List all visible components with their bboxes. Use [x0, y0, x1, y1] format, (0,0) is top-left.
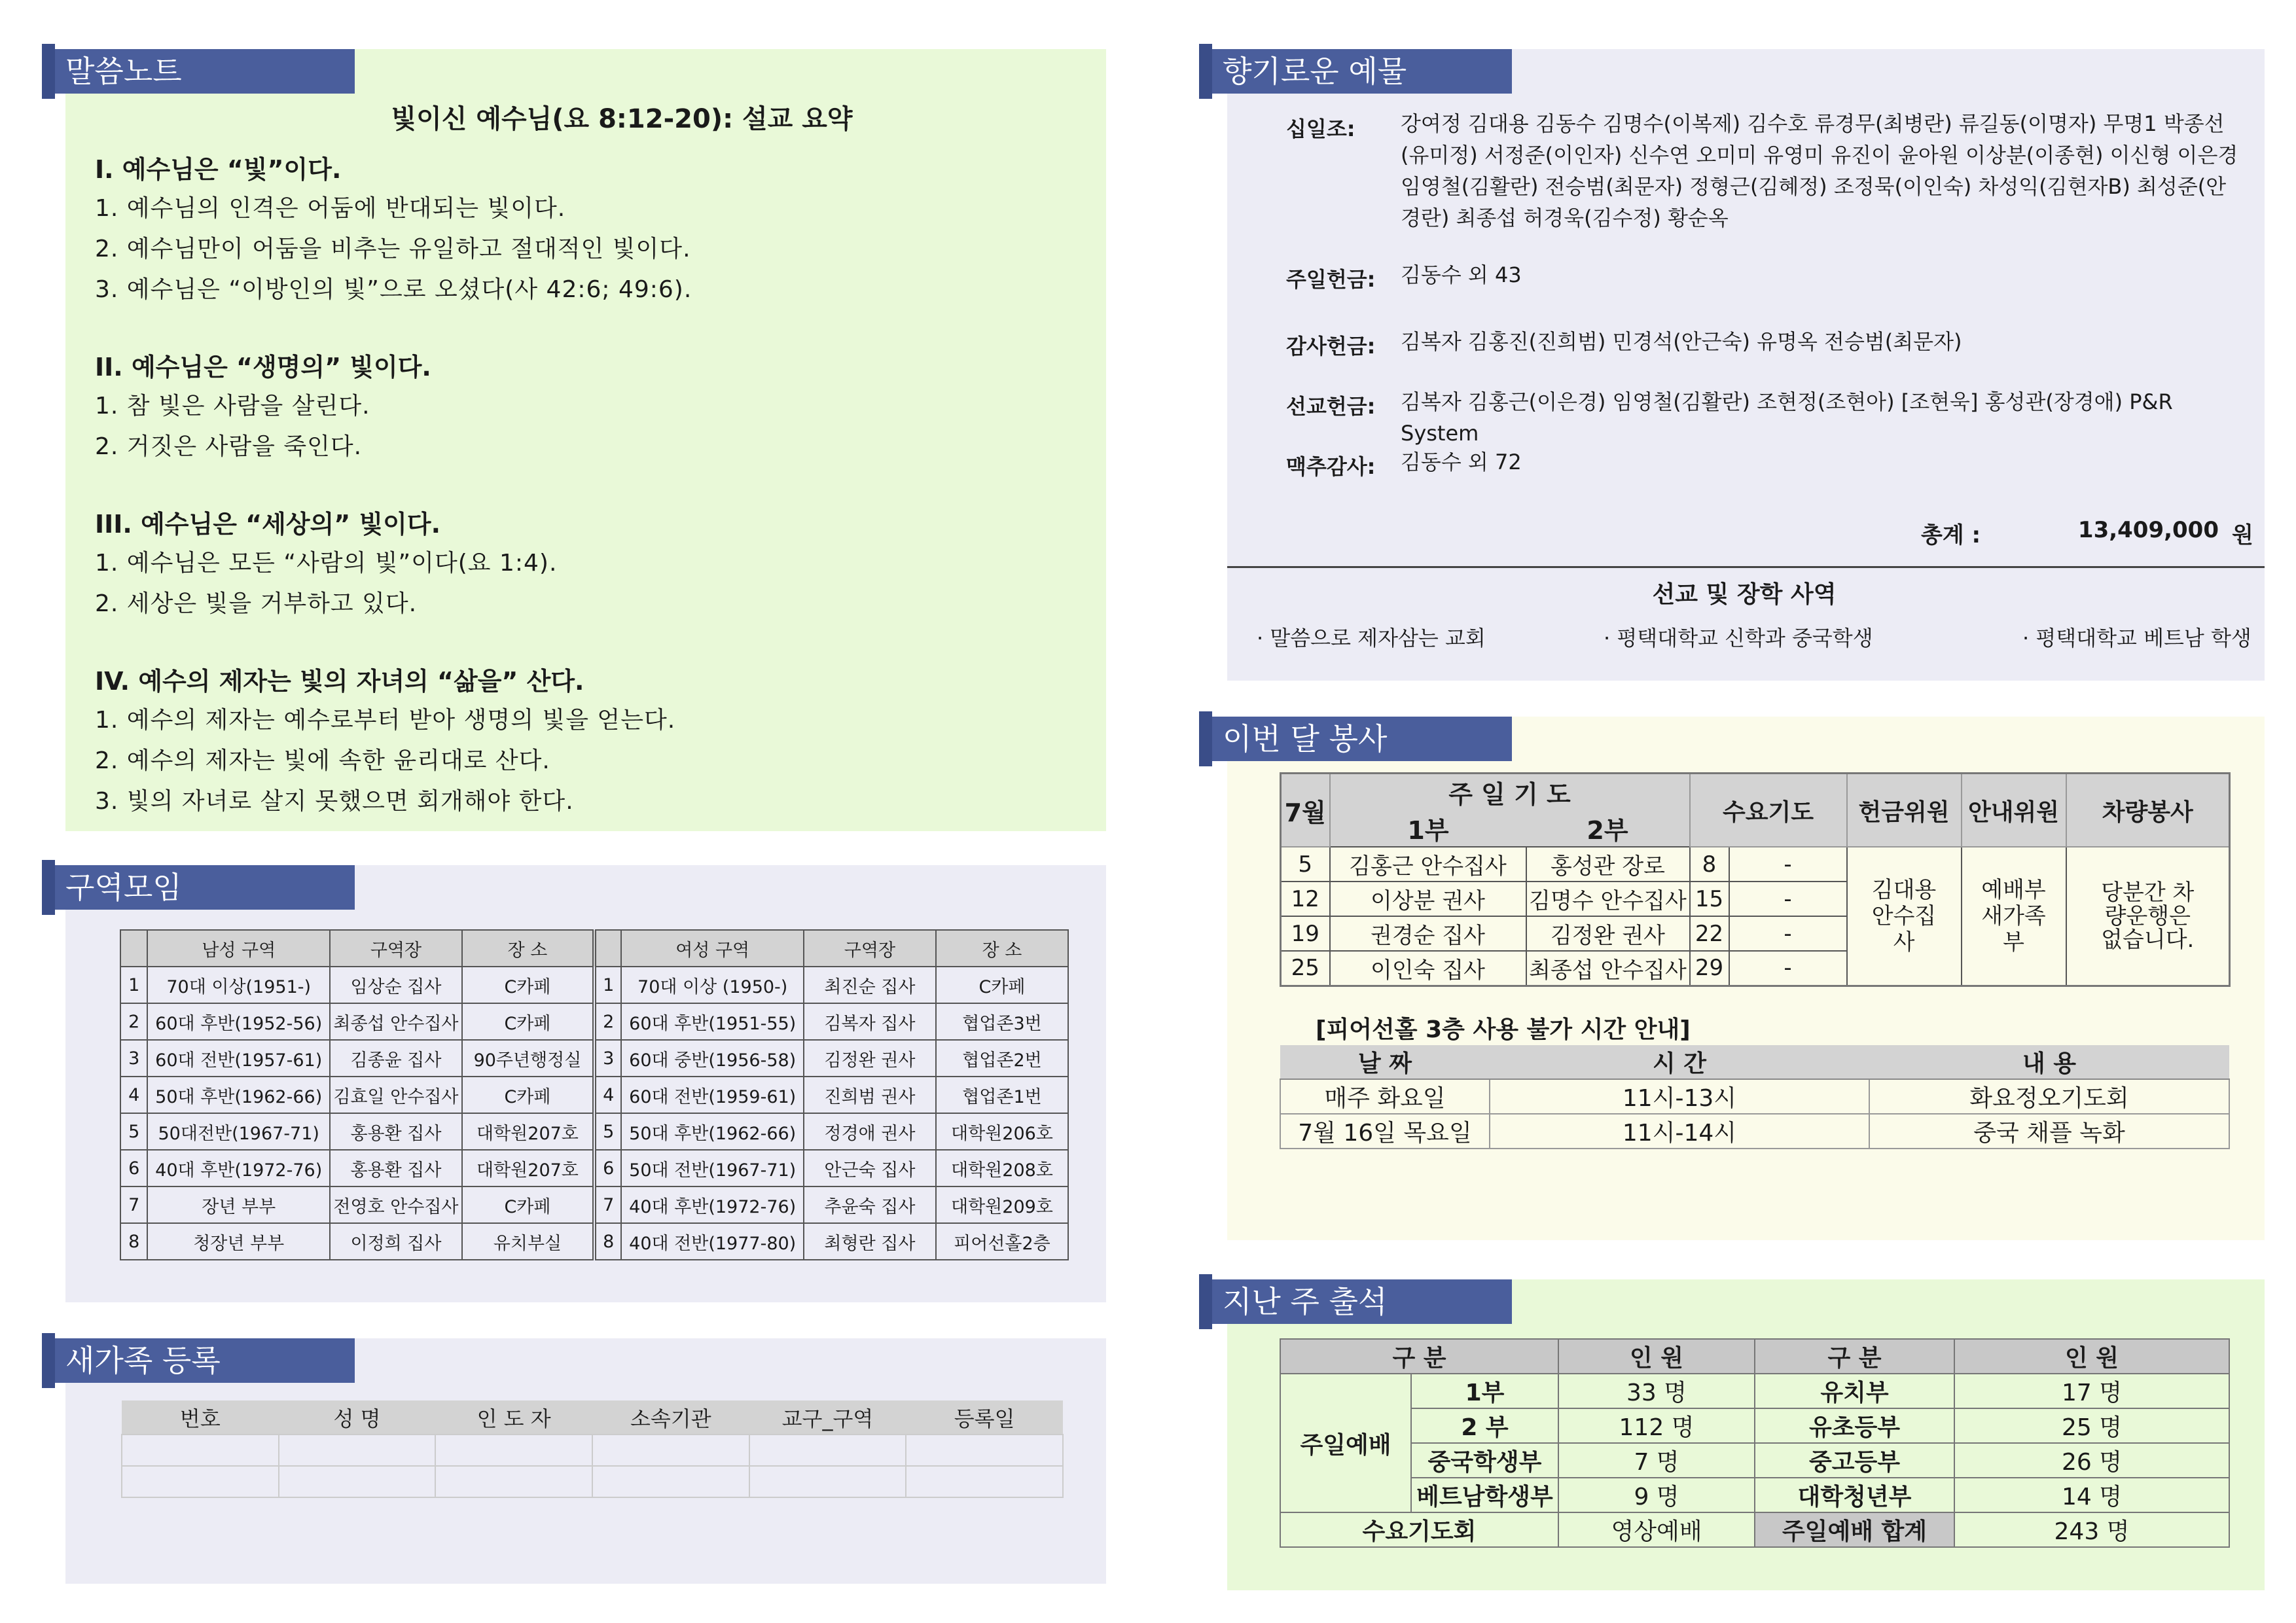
- district-women-place: 협업존3번: [936, 1003, 1068, 1040]
- service-wed-person: -: [1729, 951, 1847, 986]
- offering-mission-label: 선교헌금:: [1286, 394, 1376, 419]
- newfamily-cell: [906, 1466, 1063, 1497]
- district-header-place: 장 소: [936, 930, 1068, 967]
- attendance-count: 33 명: [1558, 1374, 1755, 1408]
- district-men-leader: 홍용환 집사: [330, 1113, 462, 1150]
- district-header-leader: 구역장: [330, 930, 462, 967]
- district-men-leader: 전영호 안수집사: [330, 1186, 462, 1223]
- attendance-group: 중고등부: [1755, 1443, 1954, 1478]
- district-row: [120, 967, 1068, 1003]
- mission-title: 선교 및 장학 사역: [1652, 581, 1837, 608]
- district-men-group: 50대 후반(1962-66): [147, 1077, 329, 1113]
- attendance-wed-label: 수요기도회: [1280, 1512, 1558, 1547]
- point-4-line-1: 1. 예수의 제자는 예수로부터 받아 생명의 빛을 얻는다.: [95, 707, 676, 734]
- service-car: 차량봉사: [2066, 774, 2230, 847]
- attendance-group: 유치부: [1755, 1374, 1954, 1408]
- district-women-group: 40대 후반(1972-76): [621, 1186, 803, 1223]
- district-header-leader: 구역장: [804, 930, 936, 967]
- point-4-head: IV. 예수의 제자는 빛의 자녀의 “삶을” 산다.: [95, 667, 584, 696]
- attendance-count: 26 명: [1954, 1443, 2229, 1478]
- sermon-label: 말씀노트: [47, 49, 355, 94]
- attendance-header-category: 구 분: [1280, 1339, 1558, 1374]
- point-1-line-1: 1. 예수님의 인격은 어둠에 반대되는 빛이다.: [95, 195, 566, 222]
- attendance-count: 9 명: [1558, 1478, 1755, 1512]
- service-day: 5: [1281, 847, 1330, 882]
- attendance-group: 베트남학생부: [1411, 1478, 1558, 1512]
- offering-harvest-value: 김동수 외 72: [1401, 450, 1522, 474]
- district-men-leader: 임상순 집사: [330, 967, 462, 1003]
- service-wed-day: 15: [1690, 882, 1729, 916]
- district-women-group: 70대 이상 (1950-): [621, 967, 803, 1003]
- district-header-blank: [120, 930, 147, 967]
- newfamily-label: 새가족 등록: [47, 1338, 355, 1383]
- district-women-place: 협업존1번: [936, 1077, 1068, 1113]
- attendance-header-count: 인 원: [1558, 1339, 1755, 1374]
- newfamily-header-name: 성 명: [279, 1400, 436, 1435]
- newfamily-cell: [592, 1435, 749, 1466]
- district-no: 5: [594, 1113, 621, 1150]
- mission-item-1: · 말씀으로 제자삼는 교회: [1257, 626, 1486, 651]
- newfamily-header-org: 소속기관: [592, 1400, 749, 1435]
- offering-label: 향기로운 예물: [1204, 49, 1512, 94]
- district-men-leader: 김효일 안수집사: [330, 1077, 462, 1113]
- point-1-line-3: 3. 예수님은 “이방인의 빛”으로 오셨다(사 42:6; 49:6).: [95, 276, 692, 303]
- district-row: [120, 1040, 1068, 1077]
- district-men-group: 60대 전반(1957-61): [147, 1040, 329, 1077]
- service-wed-day: 22: [1690, 916, 1729, 951]
- newfamily-cell: [749, 1435, 906, 1466]
- point-2-head: II. 예수님은 “생명의” 빛이다.: [95, 353, 431, 382]
- district-no: 2: [120, 1003, 147, 1040]
- service-month: 7월: [1281, 774, 1330, 847]
- sermon-title: 빛이신 예수님(요 8:12-20): 설교 요약: [391, 104, 853, 134]
- district-no: 6: [120, 1150, 147, 1186]
- district-women-group: 60대 전반(1959-61): [621, 1077, 803, 1113]
- notice-content: 화요정오기도회: [1869, 1079, 2229, 1114]
- district-header-women: 여성 구역: [621, 930, 803, 967]
- offering-divider: [1227, 566, 2265, 568]
- district-women-place: 대학원208호: [936, 1150, 1068, 1186]
- district-no: 7: [594, 1186, 621, 1223]
- newfamily-cell: [279, 1466, 436, 1497]
- point-2-line-2: 2. 거짓은 사람을 죽인다.: [95, 433, 363, 460]
- district-men-place: 대학원207호: [462, 1113, 594, 1150]
- attendance-count: 112 명: [1558, 1408, 1755, 1443]
- service-wed-day: 8: [1690, 847, 1729, 882]
- point-1-line-2: 2. 예수님만이 어둠을 비추는 유일하고 절대적인 빛이다.: [95, 236, 691, 262]
- district-row: [120, 1186, 1068, 1223]
- district-no: 3: [594, 1040, 621, 1077]
- district-men-group: 60대 후반(1952-56): [147, 1003, 329, 1040]
- district-no: 3: [120, 1040, 147, 1077]
- offering-sunday-label: 주일헌금:: [1286, 267, 1376, 292]
- point-2-line-1: 1. 참 빛은 사람을 살린다.: [95, 393, 370, 419]
- district-no: 8: [594, 1223, 621, 1260]
- attendance-total-value: 243 명: [1954, 1512, 2229, 1547]
- district-men-leader: 홍용환 집사: [330, 1150, 462, 1186]
- district-women-leader: 김정완 권사: [804, 1040, 936, 1077]
- point-4-line-3: 3. 빛의 자녀로 살지 못했으면 회개해야 한다.: [95, 788, 574, 815]
- district-men-place: C카페: [462, 1077, 594, 1113]
- service-wed-prayer: 수요기도: [1690, 774, 1847, 847]
- notice-time: 11시-13시: [1490, 1079, 1869, 1114]
- newfamily-cell: [279, 1435, 436, 1466]
- district-men-leader: 김종윤 집사: [330, 1040, 462, 1077]
- attendance-count: 7 명: [1558, 1443, 1755, 1478]
- district-header-men: 남성 구역: [147, 930, 329, 967]
- district-no: 6: [594, 1150, 621, 1186]
- offering-tithe-value: 강여정 김대용 김동수 김명수(이복제) 김수호 류경무(최병란) 류길동(이명자) 무명1 박종선(유미정) 서정준(이인자) 신수연 오미미 유영미 유진이 윤아원 이상분(이종현) 이신형 이은경 임영철(김활란) 전승범(최문자) 정형근(김혜정) 조정묵(이인숙) 차성익(김현자B) 최성준(안경란) 최종섭 허경욱(김수정) 황순옥: [1401, 111, 2238, 230]
- offering-thanks-label: 감사헌금:: [1286, 334, 1376, 359]
- district-row: [120, 1113, 1068, 1150]
- service-day: 12: [1281, 882, 1330, 916]
- offering-total-label: 총계 :: [1921, 522, 1981, 548]
- attendance-wed-value: 영상예배: [1558, 1512, 1755, 1547]
- offering-total-unit: 원: [2232, 522, 2253, 548]
- district-men-place: C카페: [462, 967, 594, 1003]
- district-no: 8: [120, 1223, 147, 1260]
- service-prayer-1: 김홍근 안수집사: [1330, 847, 1526, 882]
- newfamily-header-guide: 인 도 자: [435, 1400, 592, 1435]
- attendance-total-label: 주일예배 합계: [1755, 1512, 1954, 1547]
- service-prayer-1: 이상분 권사: [1330, 882, 1526, 916]
- newfamily-cell: [592, 1466, 749, 1497]
- newfamily-cell: [435, 1466, 592, 1497]
- mission-item-2: · 평택대학교 신학과 중국학생: [1604, 626, 1873, 651]
- service-prayer-2: 최종섭 안수집사: [1526, 951, 1690, 986]
- district-men-place: 대학원207호: [462, 1150, 594, 1186]
- newfamily-header-date: 등록일: [906, 1400, 1063, 1435]
- service-prayer-1: 이인숙 집사: [1330, 951, 1526, 986]
- district-women-leader: 추윤숙 집사: [804, 1186, 936, 1223]
- notice-content: 중국 채플 녹화: [1869, 1114, 2229, 1149]
- notice-header-content: 내 용: [1869, 1045, 2229, 1079]
- district-women-place: C카페: [936, 967, 1068, 1003]
- attendance-group: 중국학생부: [1411, 1443, 1558, 1478]
- offering-mission-value: 김복자 김홍근(이은경) 임영철(김활란) 조현정(조현아) [조현욱] 홍성관(장경애) P&R System: [1401, 389, 2173, 446]
- service-guide: 안내위원: [1962, 774, 2066, 847]
- offering-harvest-label: 맥추감사:: [1286, 454, 1376, 479]
- service-wed-day: 29: [1690, 951, 1729, 986]
- attendance-sunday-service: 주일예배: [1280, 1374, 1411, 1512]
- district-women-leader: 정경애 권사: [804, 1113, 936, 1150]
- service-wed-person: -: [1729, 916, 1847, 951]
- district-men-group: 70대 이상(1951-): [147, 967, 329, 1003]
- district-men-place: C카페: [462, 1003, 594, 1040]
- district-women-group: 50대 후반(1962-66): [621, 1113, 803, 1150]
- attendance-group: 유초등부: [1755, 1408, 1954, 1443]
- district-men-leader: 최종섭 안수집사: [330, 1003, 462, 1040]
- district-men-group: 40대 후반(1972-76): [147, 1150, 329, 1186]
- district-label: 구역모임: [47, 865, 355, 910]
- district-women-leader: 최형란 집사: [804, 1223, 936, 1260]
- service-offering-team: 헌금위원: [1847, 774, 1962, 847]
- notice-header-date: 날 짜: [1280, 1045, 1490, 1079]
- newfamily-cell: [749, 1466, 906, 1497]
- service-prayer-2: 김명수 안수집사: [1526, 882, 1690, 916]
- district-women-leader: 김복자 집사: [804, 1003, 936, 1040]
- district-women-leader: 최진순 집사: [804, 967, 936, 1003]
- district-header-blank: [594, 930, 621, 967]
- district-table: [120, 929, 1069, 1260]
- newfamily-header-district: 교구_구역: [749, 1400, 906, 1435]
- service-offering-person: 김대용 안수집사: [1847, 847, 1962, 986]
- newfamily-cell: [435, 1435, 592, 1466]
- notice-table: [1280, 1045, 2230, 1149]
- service-part-1: 1부: [1330, 810, 1526, 847]
- service-prayer-1: 권경순 집사: [1330, 916, 1526, 951]
- district-row: [120, 1150, 1068, 1186]
- district-no: 1: [120, 967, 147, 1003]
- service-car-note: 당분간 차량운행은 없습니다.: [2066, 847, 2230, 986]
- district-women-leader: 안근숙 집사: [804, 1150, 936, 1186]
- district-women-place: 협업존2번: [936, 1040, 1068, 1077]
- attendance-table: [1280, 1338, 2230, 1548]
- service-prayer-2: 홍성관 장로: [1526, 847, 1690, 882]
- district-women-group: 60대 중반(1956-58): [621, 1040, 803, 1077]
- district-women-group: 40대 전반(1977-80): [621, 1223, 803, 1260]
- district-men-leader: 이정희 집사: [330, 1223, 462, 1260]
- district-men-place: 유치부실: [462, 1223, 594, 1260]
- district-women-place: 대학원206호: [936, 1113, 1068, 1150]
- service-table: [1280, 772, 2231, 987]
- offering-sunday-value: 김동수 외 43: [1401, 262, 1522, 287]
- notice-header-time: 시 간: [1490, 1045, 1869, 1079]
- service-day: 25: [1281, 951, 1330, 986]
- offering-tithe-label: 십일조:: [1286, 116, 1355, 141]
- attendance-group: 1부: [1411, 1374, 1558, 1408]
- district-no: 5: [120, 1113, 147, 1150]
- district-women-group: 50대 전반(1967-71): [621, 1150, 803, 1186]
- service-wed-person: -: [1729, 882, 1847, 916]
- district-women-group: 60대 후반(1951-55): [621, 1003, 803, 1040]
- district-row: [120, 1077, 1068, 1113]
- district-header-place: 장 소: [462, 930, 594, 967]
- service-part-2: 2부: [1526, 810, 1690, 847]
- attendance-group: 대학청년부: [1755, 1478, 1954, 1512]
- point-3-head: III. 예수님은 “세상의” 빛이다.: [95, 510, 441, 539]
- attendance-count: 14 명: [1954, 1478, 2229, 1512]
- point-1-head: I. 예수님은 “빛”이다.: [95, 155, 342, 184]
- district-no: 4: [594, 1077, 621, 1113]
- attendance-count: 25 명: [1954, 1408, 2229, 1443]
- district-no: 7: [120, 1186, 147, 1223]
- district-no: 1: [594, 967, 621, 1003]
- offering-total-value: 13,409,000: [2077, 517, 2219, 543]
- point-4-line-2: 2. 예수의 제자는 빛에 속한 윤리대로 산다.: [95, 747, 550, 774]
- attendance-header-count: 인 원: [1954, 1339, 2229, 1374]
- newfamily-table: [121, 1400, 1064, 1498]
- attendance-count: 17 명: [1954, 1374, 2229, 1408]
- district-men-place: 90주년행정실: [462, 1040, 594, 1077]
- district-men-group: 장년 부부: [147, 1186, 329, 1223]
- service-day: 19: [1281, 916, 1330, 951]
- district-men-group: 청장년 부부: [147, 1223, 329, 1260]
- mission-item-3: · 평택대학교 베트남 학생: [2022, 626, 2251, 651]
- district-women-leader: 진희범 권사: [804, 1077, 936, 1113]
- service-prayer-2: 김정완 권사: [1526, 916, 1690, 951]
- district-men-group: 50대전반(1967-71): [147, 1113, 329, 1150]
- service-guide-person: 예배부 새가족부: [1962, 847, 2066, 986]
- district-row: [120, 1223, 1068, 1260]
- district-women-place: 대학원209호: [936, 1186, 1068, 1223]
- district-no: 4: [120, 1077, 147, 1113]
- notice-time: 11시-14시: [1490, 1114, 1869, 1149]
- notice-date: 7월 16일 목요일: [1280, 1114, 1490, 1149]
- notice-date: 매주 화요일: [1280, 1079, 1490, 1114]
- district-row: [120, 1003, 1068, 1040]
- service-wed-person: -: [1729, 847, 1847, 882]
- newfamily-cell: [122, 1435, 279, 1466]
- notice-title: [피어선홀 3층 사용 불가 시간 안내]: [1316, 1016, 1691, 1043]
- newfamily-cell: [906, 1435, 1063, 1466]
- newfamily-cell: [122, 1466, 279, 1497]
- attendance-group: 2 부: [1411, 1408, 1558, 1443]
- service-sunday-prayer: 주 일 기 도: [1330, 774, 1690, 811]
- service-label: 이번 달 봉사: [1204, 717, 1512, 761]
- attendance-header-category: 구 분: [1755, 1339, 1954, 1374]
- newfamily-header-no: 번호: [122, 1400, 279, 1435]
- attendance-label: 지난 주 출석: [1204, 1279, 1512, 1324]
- district-men-place: C카페: [462, 1186, 594, 1223]
- point-3-line-2: 2. 세상은 빛을 거부하고 있다.: [95, 590, 418, 617]
- point-3-line-1: 1. 예수님은 모든 “사람의 빛”이다(요 1:4).: [95, 550, 558, 577]
- district-women-place: 피어선홀2층: [936, 1223, 1068, 1260]
- district-no: 2: [594, 1003, 621, 1040]
- offering-thanks-value: 김복자 김홍진(진희범) 민경석(안근숙) 유명옥 전승범(최문자): [1401, 329, 1962, 354]
